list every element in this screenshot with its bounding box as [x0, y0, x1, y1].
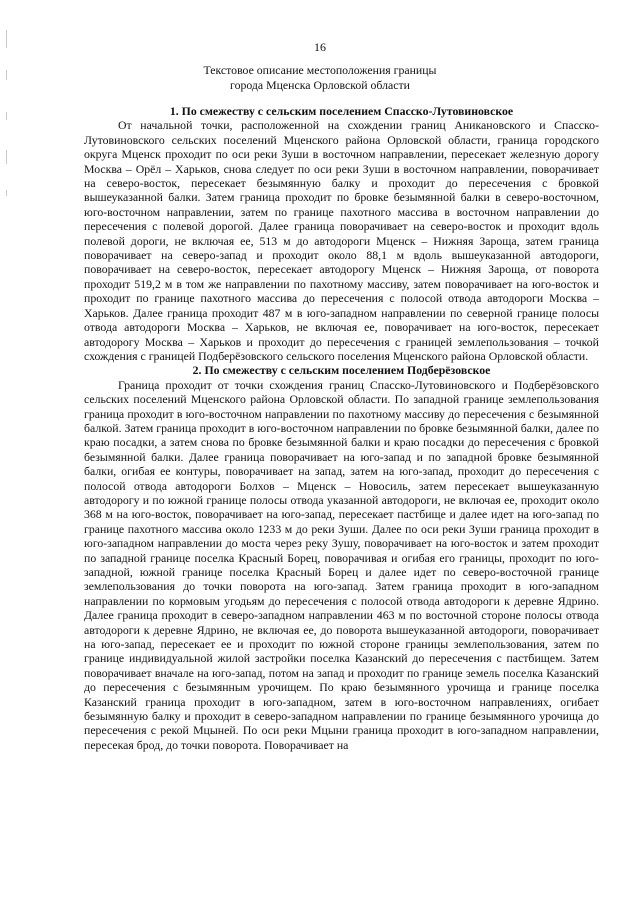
- scan-edge-marks: [6, 0, 8, 905]
- page-number: 16: [314, 40, 326, 54]
- section-2-text: Граница проходит от точки схождения границ Спасско-Лутовиновского и Подберёзовского сельских поселений Мценского района Орловской области. По западной границе землепользования граница проходит в юго-восточном направлении по пахотному массиву до пересечения с безымянной балкой. Затем граница проходит в юго-восточном направлении по бровке безымянной балки, далее по краю посадки, а затем снова по бровке безымянной балки и краю посадки до пересечения с бровкой безымянной балки. Далее граница поворачивает на юго-запад и по западной бровке безымянной балки, огибая ее контуры, поворачивает на запад, затем на юго-запад, проходит до пересечения с полосой отвода автодороги Болхов – Мценск – Новосиль, затем пересекает вышеуказанную автодорогу и по южной границе полосы отвода указанной автодороги, не включая ее, проходит около 368 м на юго-восток, поворачивает на юго-запад, пересекает пастбище и далее идет на юго-запад по границе пахотного массива около 1233 м до реки Зуши. Далее по оси реки Зуши граница проходит в юго-западном направлении до моста через реку Зушу, поворачивает на юго-восток и затем проходит по западной границе поселка Красный Борец, поворачивая и огибая его границы, проходит по юго-западной, южной границе поселка Красный Борец и далее идет по северо-восточной границе землепользования до точки поворота на юго-запад. Затем граница проходит в юго-западном направлении по кормовым угодьям до пересечения с полосой отвода автодороги к деревне Ядрино. Далее граница проходит в северо-западном направлении 463 м по восточной стороне полосы отвода автодороги к деревне Ядрино, не включая ее, до поворота вышеуказанной автодороги, поворачивает на юго-запад, пересекает ее и проходит по южной стороне границы землепользования, затем по границе индивидуальной жилой застройки поселка Казанский до пересечения с пастбищем. Затем поворачивает вначале на юго-запад, потом на запад и проходит по границе земель поселка Казанский до пересечения с безымянным урочищем. По краю безымянного урочища и границе поселка Казанский граница проходит в юго-западном, затем в юго-восточном направлениях, огибает безымянную балку и проходит в северо-западном направлении по границе безымянного урочища до пересечения с рекой Мцыней. По оси реки Мцыни граница проходит в юго-западном направлении, пересекая брод, до точки поворота. Поворачивает на: [84, 377, 599, 752]
- document-title-line-1: Текстовое описание местоположения границы: [203, 63, 437, 77]
- section-2-heading: 2. По смежеству с сельским поселением Подберёзовское: [192, 363, 491, 378]
- document-body: [84, 104, 599, 752]
- document-title-line-2: города Мценска Орловской области: [230, 77, 410, 92]
- section-1-heading: 1. По смежеству с сельским поселением Спасско-Лутовиновское: [169, 104, 514, 118]
- document-title: [0, 63, 640, 92]
- section-1-text: От начальной точки, расположенной на схождении границ Аникановского и Спасско-Лутовиновского сельских поселений Мценского района Орловской области, граница городского округа Мценск проходит по оси реки Зуши в восточном направлении, пересекает железную дорогу Москва – Орёл – Харьков, снова следует по оси реки Зуши в восточном направлении, поворачивает на северо-восток, пересекает безымянную балку и проходит до пересечения с бровкой вышеуказанной балки. Затем граница проходит по бровке безымянной балки в северо-восточном, юго-восточном направлении, затем по границе пахотного массива в восточном направлении до пересечения с полевой дорогой. Далее граница поворачивает на северо-восток и проходит вдоль полевой дороги, не включая ее, 513 м до автодороги Мценск – Нижняя Зароща, затем граница поворачивает на северо-запад и проходит около 88,1 м вдоль вышеуказанной автодороги, поворачивает на северо-восток, пересекает автодорогу Мценск – Нижняя Зароща, от поворота проходит 519,2 м в том же направлении по пахотному массиву, затем поворачивает на юго-восток и проходит по границе пахотного массива до пересечения с полосой отвода автодороги Москва – Харьков. Далее граница проходит 487 м в юго-западном направлении по северной границе полосы отвода автодороги Москва – Харьков, не включая ее, поворачивает на юго-восток, пересекает автодорогу Москва – Харьков и проходит до пересечения с границей землепользования – точкой схождения с границей Подберёзовского сельского поселения Мценского района Орловской области.: [84, 118, 599, 363]
